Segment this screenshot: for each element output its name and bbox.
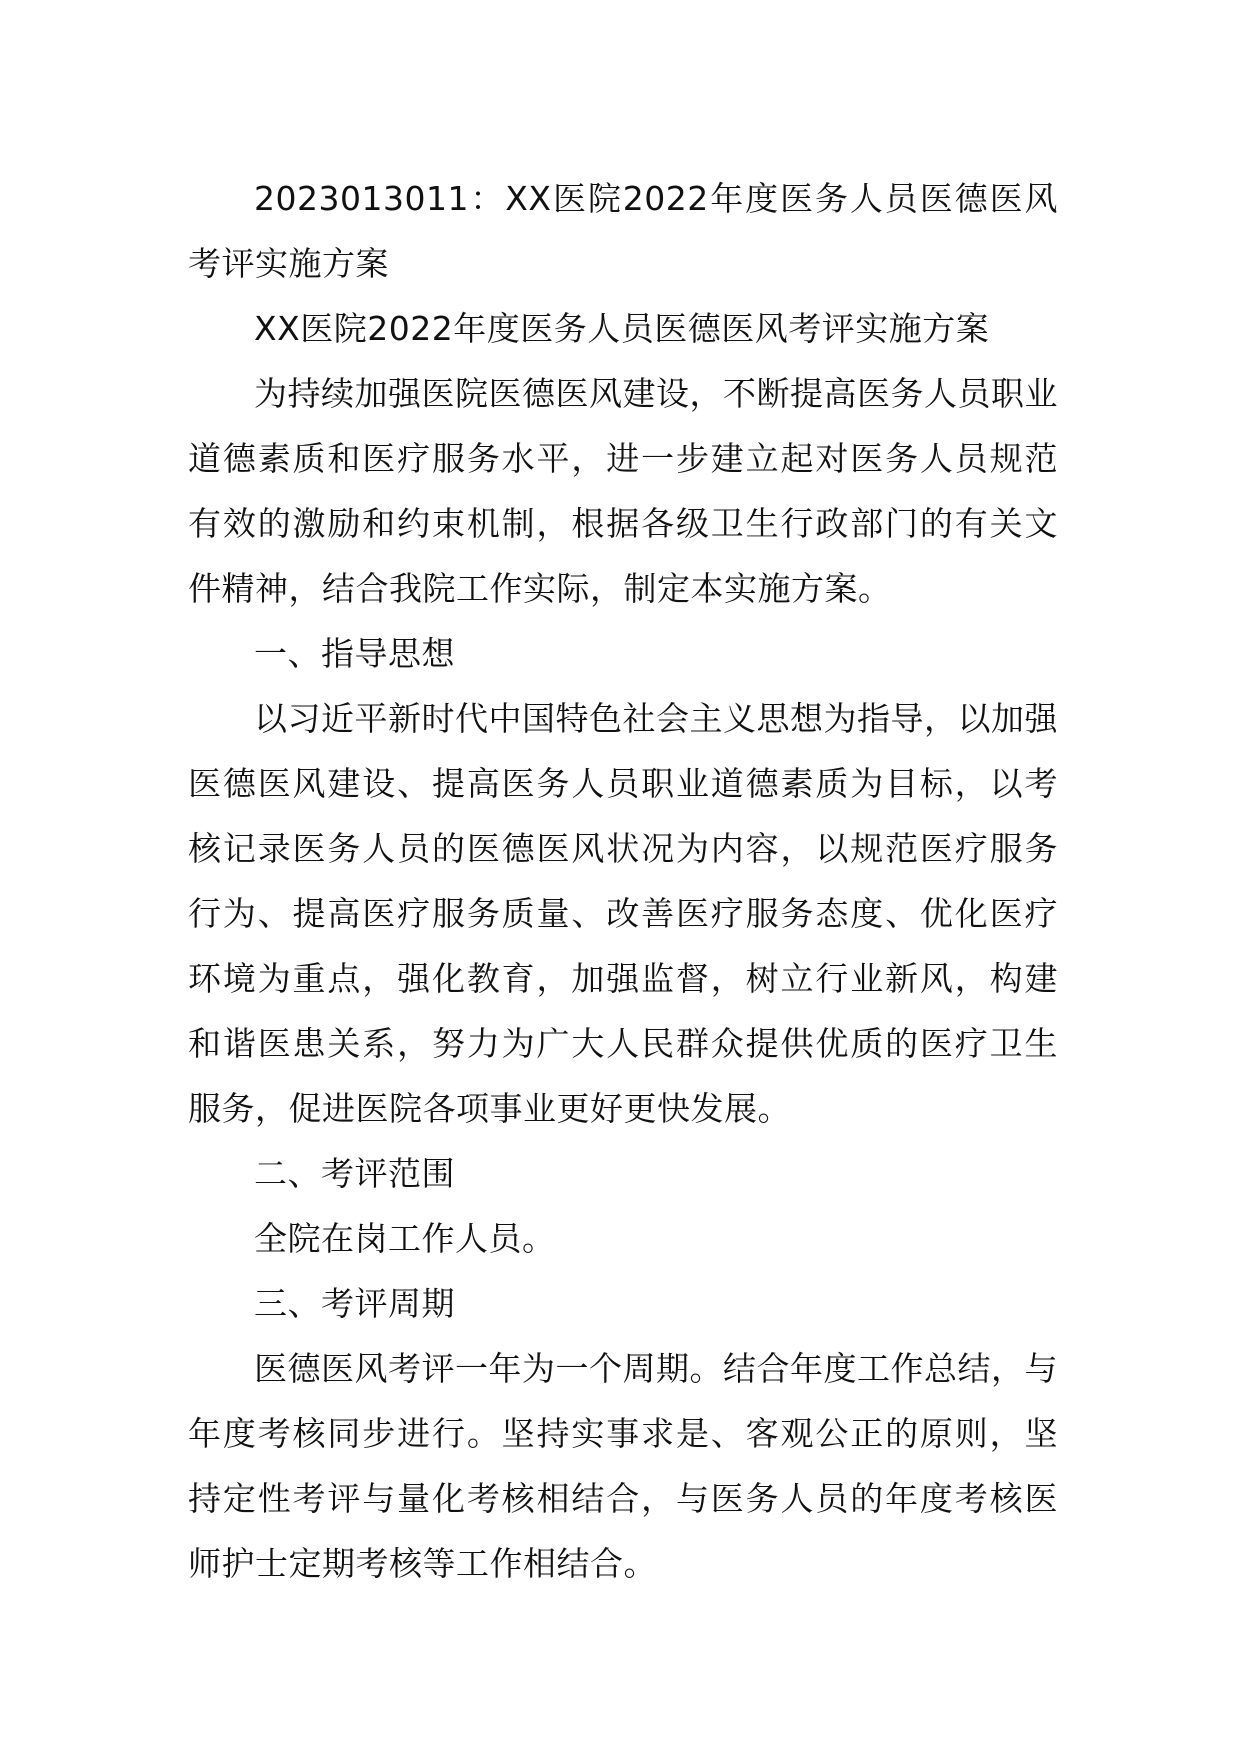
section-body-evaluation-scope: 全院在岗工作人员。 bbox=[254, 1219, 556, 1258]
document-title: XX医院2022年度医务人员医德医风考评实施方案 bbox=[254, 309, 990, 348]
document-title-line: 2023013011：XX医院2022年度医务人员医德医风考评实施方案 bbox=[188, 179, 1058, 283]
section-body-guiding-thought: 以习近平新时代中国特色社会主义思想为指导，以加强医德医风建设、提高医务人员职业道德素质为目标，以考核记录医务人员的医德医风状况为内容，以规范医疗服务行为、提高医疗服务质量、改善医疗服务态度、优化医疗环境为重点，强化教育，加强监督，树立行业新风，构建和谐医患关系，努力为广大人民群众提供优质的医疗卫生服务，促进医院各项事业更好更快发展。 bbox=[188, 699, 1058, 1128]
document-body bbox=[188, 166, 1058, 1596]
section-heading-guiding-thought: 一、指导思想 bbox=[254, 634, 455, 673]
section-body-evaluation-period: 医德医风考评一年为一个周期。结合年度工作总结，与年度考核同步进行。坚持实事求是、客观公正的原则，坚持定性考评与量化考核相结合，与医务人员的年度考核医师护士定期考核等工作相结合。 bbox=[188, 1349, 1058, 1583]
section-heading-evaluation-period: 三、考评周期 bbox=[254, 1284, 455, 1323]
intro-paragraph: 为持续加强医院医德医风建设，不断提高医务人员职业道德素质和医疗服务水平，进一步建立起对医务人员规范有效的激励和约束机制，根据各级卫生行政部门的有关文件精神，结合我院工作实际，制定本实施方案。 bbox=[188, 374, 1058, 608]
section-heading-evaluation-scope: 二、考评范围 bbox=[254, 1154, 455, 1193]
